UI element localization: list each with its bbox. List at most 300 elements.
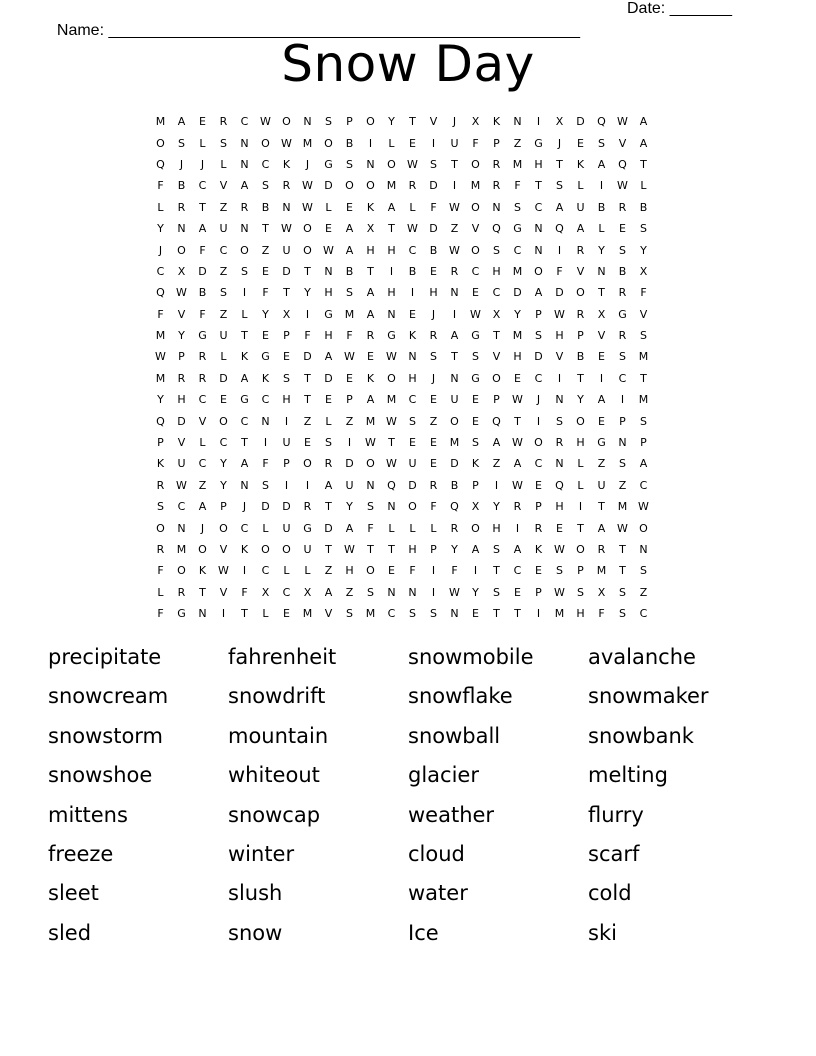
grid-letter: O [450,414,459,428]
grid-letter: F [409,564,416,578]
grid-letter: I [620,393,625,407]
grid-letter: S [346,286,353,300]
grid-letter: Z [219,200,228,214]
grid-letter: R [282,179,291,193]
grid-letter: I [536,115,541,129]
grid-letter: M [176,543,187,556]
grid-letter: R [618,329,627,343]
grid-letter: S [220,136,227,150]
grid-letter: W [365,436,376,450]
grid-letter: W [281,136,292,150]
grid-letter: A [345,521,354,535]
grid-letter: D [198,264,207,278]
grid-letter: Q [555,478,564,492]
grid-letter: E [430,457,437,471]
grid-letter: S [556,564,563,578]
grid-letter: K [492,115,501,129]
grid-letter: R [429,478,438,492]
grid-letter: K [156,457,165,471]
grid-letter: Z [324,564,333,578]
grid-letter: M [155,115,166,129]
grid-letter: L [304,564,311,578]
grid-letter: N [387,585,396,599]
grid-row [150,453,654,474]
grid-row [150,132,654,153]
grid-letter: G [240,393,249,407]
grid-letter: A [597,393,606,407]
grid-letter: A [492,436,501,450]
grid-letter: T [451,157,458,171]
grid-letter: P [346,393,353,407]
grid-letter: S [598,136,605,150]
grid-letter: I [494,478,499,492]
grid-letter: I [599,179,604,193]
grid-letter: W [617,521,628,535]
grid-letter: T [640,157,647,171]
grid-letter: B [198,286,207,300]
grid-letter: J [200,521,205,535]
grid-letter: W [302,179,313,193]
grid-letter: S [346,157,353,171]
grid-letter: J [431,371,436,385]
grid-letter: S [157,500,164,514]
grid-letter: W [281,222,292,236]
grid-letter: M [617,500,628,514]
grid-letter: M [512,329,523,343]
grid-letter: W [260,115,271,129]
grid-letter: F [640,286,647,300]
grid-letter: K [366,200,375,214]
grid-letter: O [303,222,312,236]
grid-letter: M [512,157,523,171]
grid-letter: R [492,179,501,193]
grid-letter: C [198,179,207,193]
grid-letter: I [557,371,562,385]
grid-letter: O [534,264,543,278]
grid-letter: U [282,436,291,450]
grid-letter: D [324,179,333,193]
grid-letter: V [219,179,228,193]
grid-letter: U [345,478,354,492]
grid-letter: V [177,436,186,450]
grid-letter: I [452,307,457,321]
grid-letter: S [556,414,563,428]
grid-letter: N [555,393,564,407]
grid-letter: T [262,222,269,236]
grid-letter: O [261,543,270,556]
grid-letter: W [554,585,565,599]
grid-letter: N [324,264,333,278]
grid-letter: M [596,564,607,578]
grid-letter: S [262,478,269,492]
grid-letter: F [556,264,563,278]
grid-letter: Y [514,307,521,321]
grid-letter: I [368,136,373,150]
grid-letter: T [388,436,395,450]
grid-letter: C [639,478,648,492]
grid-letter: V [219,585,228,599]
grid-letter: U [219,329,228,343]
grid-letter: I [347,436,352,450]
date-field[interactable]: Date: _______ [627,0,732,17]
grid-letter: E [346,200,353,214]
grid-letter: E [535,564,542,578]
grid-letter: R [618,286,627,300]
grid-letter: E [430,436,437,450]
grid-letter: K [576,157,585,171]
grid-letter: A [198,222,207,236]
grid-letter: S [262,179,269,193]
grid-letter: R [597,543,606,556]
grid-letter: X [177,264,186,278]
grid-letter: O [366,457,375,471]
grid-letter: E [346,371,353,385]
grid-letter: Z [345,585,354,599]
grid-letter: L [220,350,227,364]
grid-letter: N [177,521,186,535]
word-list-item: snowmaker [588,684,709,709]
grid-letter: D [219,371,228,385]
grid-letter: O [219,521,228,535]
grid-letter: F [262,286,269,300]
grid-letter: K [240,350,249,364]
grid-letter: D [513,286,522,300]
grid-letter: C [282,585,291,599]
grid-letter: C [261,564,270,578]
grid-letter: E [325,222,332,236]
grid-letter: I [263,436,268,450]
grid-letter: H [492,264,501,278]
grid-letter: L [325,414,332,428]
grid-letter: C [198,393,207,407]
grid-letter: F [199,307,206,321]
grid-letter: U [177,457,186,471]
grid-letter: T [451,350,458,364]
grid-letter: Y [157,222,164,236]
grid-letter: R [156,543,165,556]
grid-letter: S [283,371,290,385]
word-list-item: snow [228,920,283,945]
grid-letter: F [304,329,311,343]
word-list-item: sleet [48,881,99,906]
grid-letter: X [597,585,606,599]
grid-letter: H [324,329,333,343]
grid-letter: P [472,478,479,492]
grid-letter: N [639,543,648,556]
grid-letter: O [366,179,375,193]
grid-letter: R [492,157,501,171]
grid-letter: Q [156,414,165,428]
grid-letter: C [387,607,396,621]
grid-letter: A [513,457,522,471]
grid-letter: N [177,222,186,236]
grid-letter: T [241,436,248,450]
grid-letter: F [451,564,458,578]
grid-letter: S [493,543,500,556]
grid-letter: Z [303,414,312,428]
grid-letter: D [429,179,438,193]
grid-letter: R [408,179,417,193]
grid-letter: D [177,414,186,428]
grid-letter: X [555,115,564,129]
word-list-item: cold [588,881,632,906]
grid-letter: S [493,243,500,257]
grid-letter: N [387,307,396,321]
grid-letter: W [512,393,523,407]
grid-letter: F [472,136,479,150]
grid-letter: S [241,264,248,278]
word-list-item: snowflake [408,684,513,709]
grid-letter: A [240,457,249,471]
grid-letter: P [577,329,584,343]
grid-letter: E [199,115,206,129]
grid-letter: A [639,115,648,129]
grid-letter: I [284,478,289,492]
grid-letter: I [305,307,310,321]
grid-letter: E [367,350,374,364]
grid-letter: M [344,307,355,321]
grid-letter: K [198,564,207,578]
grid-letter: F [157,179,164,193]
grid-letter: C [534,200,543,214]
grid-letter: W [470,307,481,321]
grid-letter: S [556,179,563,193]
grid-letter: R [324,457,333,471]
word-list-item: whiteout [228,763,320,788]
grid-letter: S [346,607,353,621]
grid-letter: P [493,136,500,150]
grid-letter: W [155,350,166,364]
grid-letter: O [261,136,270,150]
grid-letter: I [452,179,457,193]
grid-letter: X [261,585,270,599]
word-list-item: sled [48,920,92,945]
grid-letter: M [638,393,649,407]
grid-letter: V [555,350,564,364]
grid-letter: I [431,136,436,150]
grid-letter: Y [262,307,269,321]
grid-letter: C [261,157,270,171]
grid-letter: A [324,478,333,492]
grid-letter: N [513,115,522,129]
grid-letter: Y [220,478,227,492]
grid-letter: S [472,350,479,364]
grid-letter: A [345,222,354,236]
grid-letter: N [387,500,396,514]
grid-letter: N [450,607,459,621]
grid-letter: C [240,414,249,428]
grid-letter: H [492,521,501,535]
grid-letter: L [577,478,584,492]
grid-letter: O [177,564,186,578]
grid-letter: I [578,500,583,514]
grid-letter: Y [640,243,647,257]
grid-letter: W [344,350,355,364]
grid-letter: R [450,264,459,278]
word-list-item: melting [588,763,668,788]
grid-letter: T [388,543,395,556]
grid-row [150,582,654,603]
word-list-item: flurry [588,802,644,827]
grid-letter: P [640,436,647,450]
grid-letter: W [512,436,523,450]
grid-letter: R [450,521,459,535]
grid-letter: U [450,393,459,407]
grid-letter: V [177,307,186,321]
grid-letter: H [555,500,564,514]
grid-letter: S [367,500,374,514]
grid-letter: X [282,307,291,321]
grid-letter: B [345,136,354,150]
grid-letter: E [388,564,395,578]
grid-letter: L [241,307,248,321]
grid-letter: Z [261,243,270,257]
word-list-item: freeze [48,841,114,866]
grid-letter: Z [450,222,459,236]
grid-letter: Y [598,243,605,257]
grid-letter: F [430,200,437,214]
word-list-item: snowdrift [228,684,326,709]
grid-letter: C [219,436,228,450]
grid-letter: J [452,115,457,129]
grid-letter: B [576,350,585,364]
grid-letter: E [577,136,584,150]
grid-letter: H [387,286,396,300]
grid-letter: X [639,264,648,278]
grid-letter: W [554,543,565,556]
grid-letter: X [303,585,312,599]
grid-letter: N [597,264,606,278]
grid-letter: I [389,264,394,278]
grid-letter: T [556,157,563,171]
grid-letter: T [514,414,521,428]
grid-letter: R [198,371,207,385]
grid-letter: O [639,521,648,535]
grid-letter: P [178,350,185,364]
grid-letter: R [177,585,186,599]
grid-letter: G [513,222,522,236]
grid-letter: E [472,286,479,300]
grid-letter: L [409,200,416,214]
grid-letter: W [302,200,313,214]
grid-letter: R [240,200,249,214]
grid-letter: L [577,179,584,193]
grid-letter: I [410,286,415,300]
grid-letter: R [198,350,207,364]
grid-letter: D [408,478,417,492]
grid-letter: Q [492,414,501,428]
word-list-item: cloud [408,841,465,866]
grid-letter: F [598,607,605,621]
grid-letter: O [576,286,585,300]
grid-letter: N [282,200,291,214]
grid-letter: I [557,243,562,257]
grid-letter: O [303,243,312,257]
grid-letter: L [640,179,647,193]
grid-letter: G [177,607,186,621]
word-list-item: snowball [408,723,501,748]
grid-letter: E [262,329,269,343]
grid-letter: H [387,243,396,257]
grid-letter: E [556,521,563,535]
grid-letter: I [242,564,247,578]
grid-letter: O [282,543,291,556]
grid-letter: J [536,393,541,407]
grid-letter: F [367,521,374,535]
grid-letter: K [408,329,417,343]
grid-letter: E [472,607,479,621]
word-list-item: weather [408,802,495,827]
grid-letter: T [304,393,311,407]
grid-letter: G [198,329,207,343]
word-list-item: avalanche [588,645,696,669]
grid-letter: S [493,585,500,599]
grid-letter: W [323,243,334,257]
word-list-item: snowstorm [48,723,164,748]
grid-letter: F [514,179,521,193]
grid-letter: J [158,243,163,257]
grid-letter: I [431,585,436,599]
grid-letter: S [619,457,626,471]
grid-letter: F [241,585,248,599]
grid-letter: K [534,543,543,556]
grid-letter: T [199,200,206,214]
grid-letter: J [179,157,184,171]
grid-letter: H [576,436,585,450]
grid-letter: T [241,607,248,621]
grid-letter: M [365,607,376,621]
grid-letter: T [598,286,605,300]
grid-letter: H [324,286,333,300]
grid-letter: E [472,414,479,428]
grid-row [150,175,654,196]
grid-letter: Z [429,414,438,428]
grid-letter: G [471,329,480,343]
grid-letter: F [262,457,269,471]
grid-letter: C [219,243,228,257]
grid-letter: G [324,307,333,321]
grid-letter: N [618,436,627,450]
grid-letter: R [534,521,543,535]
grid-row [150,496,654,517]
grid-letter: O [240,243,249,257]
header-line [48,0,748,39]
grid-letter: S [640,564,647,578]
name-field[interactable]: Name: _____________________________________________________ [56,22,581,39]
grid-letter: K [240,543,249,556]
word-list-item: snowmobile [408,645,534,669]
grid-letter: W [386,457,397,471]
grid-letter: V [492,350,501,364]
word-list-item: mittens [48,802,128,827]
grid-letter: T [325,500,332,514]
grid-letter: S [577,585,584,599]
grid-letter: M [638,350,649,364]
grid-letter: S [619,585,626,599]
grid-letter: D [576,115,585,129]
grid-letter: Z [618,478,627,492]
grid-letter: C [471,264,480,278]
grid-letter: N [366,478,375,492]
grid-letter: Z [219,307,228,321]
grid-letter: E [472,393,479,407]
grid-letter: L [262,607,269,621]
grid-letter: A [366,393,375,407]
grid-letter: T [283,286,290,300]
grid-letter: M [365,414,376,428]
grid-letter: V [576,264,585,278]
word-list-item: snowcream [48,684,169,709]
